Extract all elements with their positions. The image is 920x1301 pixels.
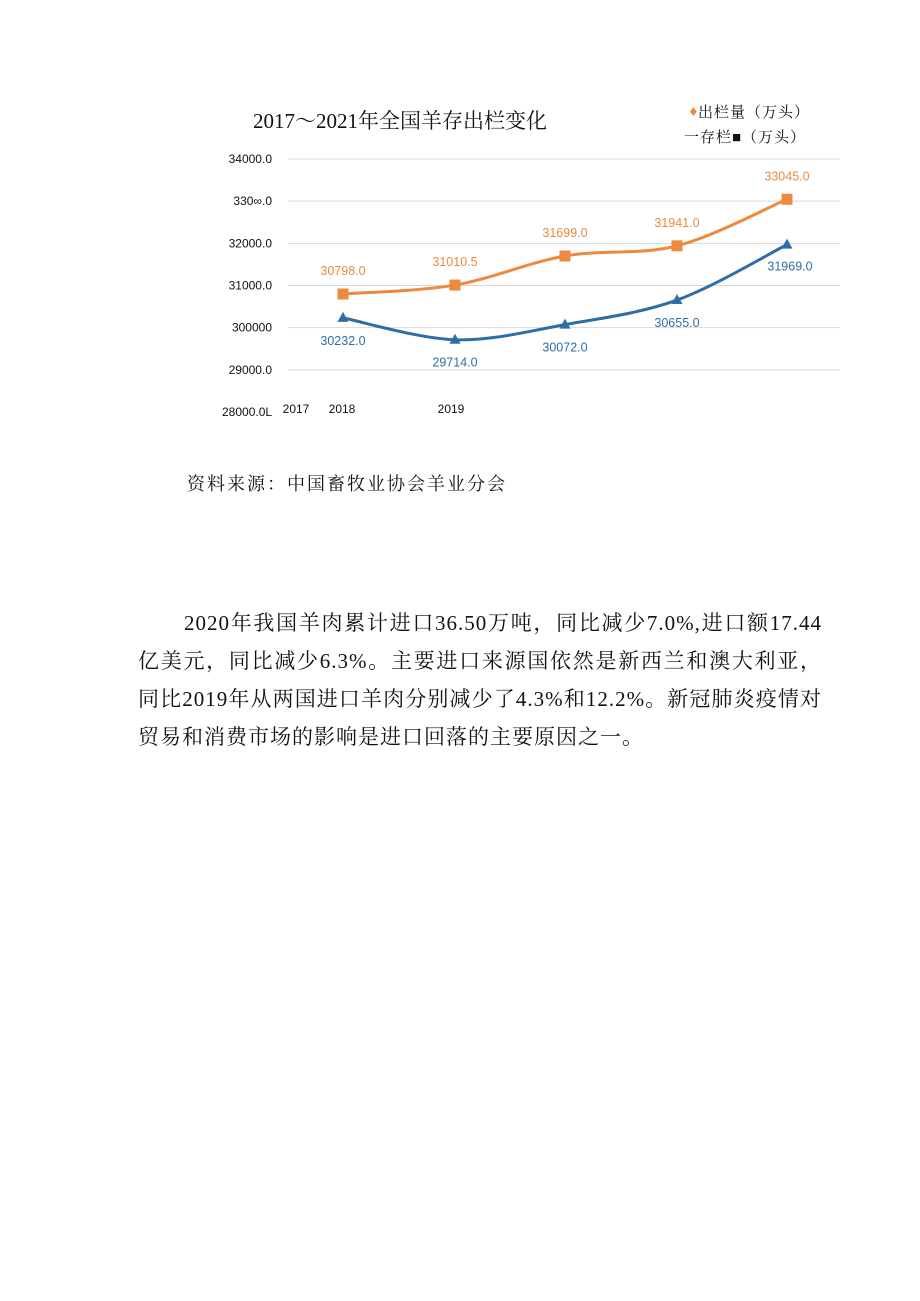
series-marker-square bbox=[338, 289, 349, 300]
x-tick-label: 2019 bbox=[437, 402, 465, 416]
y-tick-label: 300000 bbox=[231, 320, 272, 335]
series-markers bbox=[338, 194, 793, 344]
series-marker-square bbox=[450, 280, 461, 291]
data-label: 30072.0 bbox=[542, 340, 588, 355]
line-chart bbox=[0, 0, 920, 440]
y-tick-label: 330∞.0 bbox=[233, 194, 272, 209]
x-axis-tick-labels bbox=[283, 402, 465, 416]
y-axis-tick-labels bbox=[222, 152, 272, 419]
data-source-note: 资料来源：中国畜牧业协会羊业分会 bbox=[187, 474, 507, 494]
data-label: 31010.5 bbox=[432, 255, 478, 270]
legend-diamond-icon: ♦ bbox=[688, 105, 699, 119]
series-marker-triangle bbox=[338, 312, 349, 322]
data-label: 31969.0 bbox=[767, 259, 813, 274]
body-paragraph: 2020年我国羊肉累计进口36.50万吨，同比减少7.0%,进口额17.44亿美元，同比减少6.3%。主要进口来源国依然是新西兰和澳大利亚，同比2019年从两国进口羊肉分别减少了4.3%和12.2%。新冠肺炎疫情对贸易和消费市场的影响是进口回落的主要原因之一。 bbox=[138, 611, 822, 749]
x-tick-label: 2018 bbox=[328, 402, 356, 416]
legend-label-slaughter: 出栏量（万头） bbox=[698, 105, 811, 121]
data-label: 30798.0 bbox=[320, 264, 366, 279]
y-tick-label: 34000.0 bbox=[228, 152, 272, 166]
x-tick-label: 2017 bbox=[282, 402, 310, 416]
data-label: 30232.0 bbox=[320, 333, 366, 348]
series-marker-square bbox=[560, 251, 571, 262]
y-tick-label: 32000.0 bbox=[228, 236, 272, 251]
data-label: 31941.0 bbox=[654, 215, 700, 230]
chart-title: 2017～2021年全国羊存出栏变化 bbox=[253, 109, 547, 133]
legend-label-stock: 一存栏■（万头） bbox=[684, 130, 807, 146]
data-label: 33045.0 bbox=[764, 169, 810, 184]
y-tick-label: 31000.0 bbox=[228, 278, 272, 293]
y-tick-label: 28000.0L bbox=[222, 405, 273, 419]
gridlines bbox=[288, 159, 840, 370]
series-marker-square bbox=[782, 194, 793, 205]
legend bbox=[684, 103, 810, 146]
data-label: 31699.0 bbox=[542, 226, 588, 241]
series-marker-square bbox=[672, 240, 683, 251]
data-label: 30655.0 bbox=[654, 316, 700, 331]
y-tick-label: 29000.0 bbox=[228, 362, 272, 377]
data-label: 29714.0 bbox=[432, 355, 478, 370]
